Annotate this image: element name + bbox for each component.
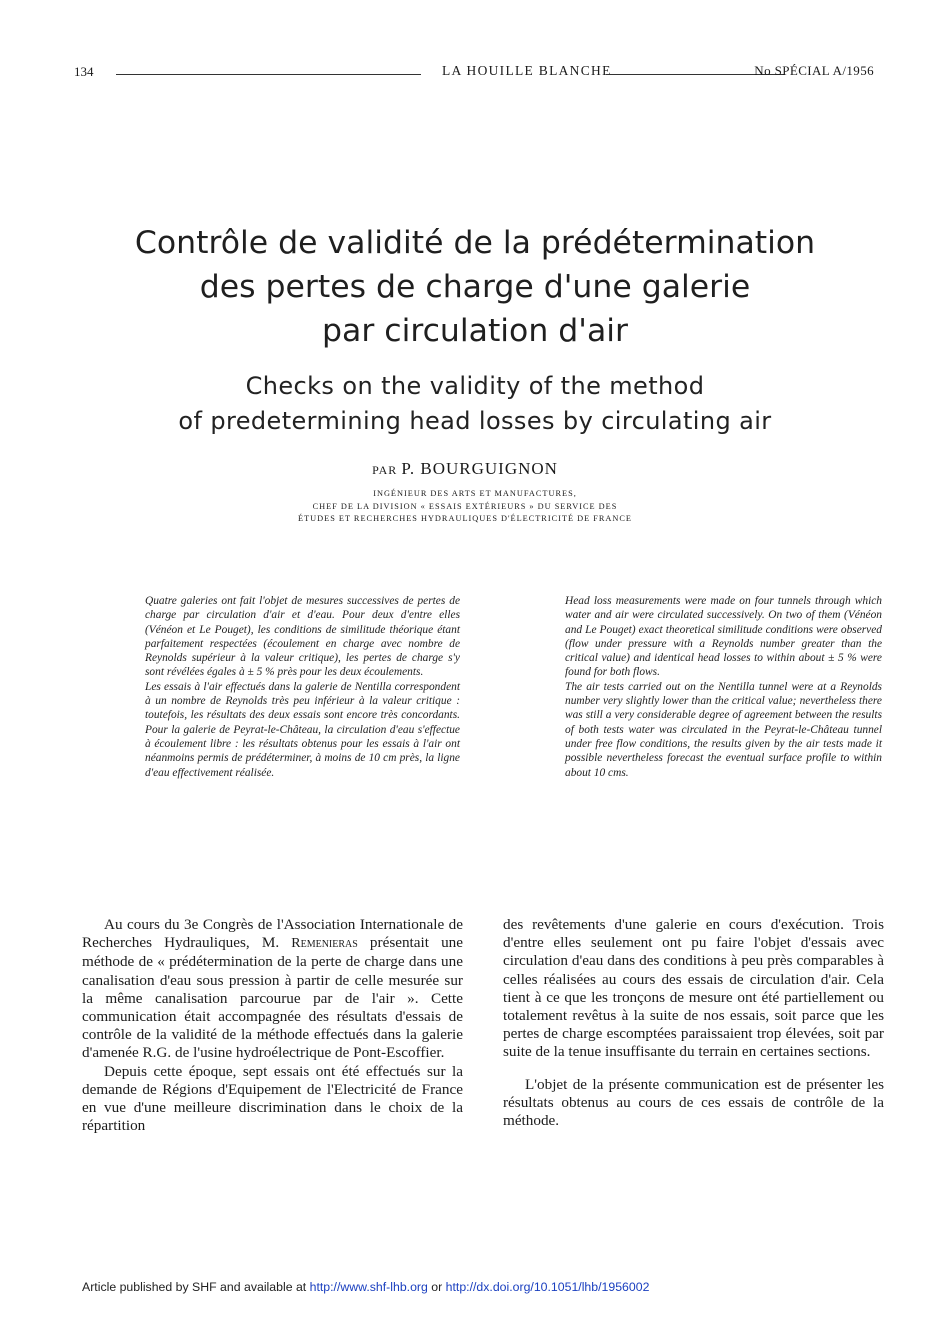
author-reference: Remenieras <box>291 936 358 952</box>
body-column-right <box>503 916 884 1130</box>
body-paragraph <box>82 916 463 1063</box>
body-paragraph: des revêtements d'une galerie en cours d'exécution. Trois d'entre elles seulement ont pu faire l'objet d'essais avec circulation d'eau dans des conditions à peu près comparables à celles réalisées au cours des essais de circulation d'air. Cela tient à ce que les tronçons de mesure ont été partiellement ou totalement revêtus à la suite de nos essais, soit parce que les pertes de charge escomptées paraissaient trop élevées, soit par suite de la tenue insuffisante du terrain en certaines sections. <box>503 916 884 1061</box>
abstract-paragraph: Quatre galeries ont fait l'objet de mesures successives de pertes de charge par circulation d'air et d'eau. Pour deux d'entre elles (Vénéon et Le Pouget), les conditions de similitude théorique étant parfaitement respectées (écoulement en charge avec nombre de Reynolds supérieur à la valeur critique), les pertes de charge s'y sont révélées égales à ± 5 % près pour les deux écoulements. <box>145 595 460 679</box>
author-affiliation <box>0 488 930 526</box>
title-line: par circulation d'air <box>322 313 628 349</box>
byline-par: PAR <box>372 463 398 477</box>
title-line: Contrôle de validité de la prédétermination <box>134 225 816 261</box>
subtitle-line: Checks on the validity of the method <box>245 372 705 400</box>
affiliation-line: INGÉNIEUR DES ARTS ET MANUFACTURES, <box>373 489 577 498</box>
body-text: Au cours du 3e Congrès de l'Association Internationale de Recherches Hydrauliques, M. <box>82 916 463 952</box>
footer-text: or <box>427 1280 446 1294</box>
page-number: 134 <box>74 64 94 79</box>
abstract-french <box>145 594 460 780</box>
header-rule-left <box>116 74 421 75</box>
running-header <box>74 64 874 84</box>
affiliation-line: CHEF DE LA DIVISION « ESSAIS EXTÉRIEURS » DU SERVICE DES <box>312 501 618 511</box>
doi-link[interactable]: http://dx.doi.org/10.1051/lhb/1956002 <box>445 1280 650 1294</box>
shf-link[interactable]: http://www.shf-lhb.org <box>309 1280 428 1294</box>
footer-text: Article published by SHF and available at <box>82 1280 310 1294</box>
abstract-paragraph: The air tests carried out on the Nentilla tunnel were at a Reynolds number very slightly lower than the critical value; nevertheless there was still a very considerable degree of agreement between the results of both tests water was circulated in the Peyrat-le-Château tunnel under free flow conditions, the results given by the air tests made it possible nevertheless forecast the eventual surface profile to within about 10 cms. <box>565 680 882 779</box>
body-column-left <box>82 916 463 1135</box>
affiliation-line: ÉTUDES ET RECHERCHES HYDRAULIQUES D'ÉLECTRICITÉ DE FRANCE <box>298 514 632 523</box>
issue-label: No SPÉCIAL A/1956 <box>754 63 874 78</box>
body-paragraph: L'objet de la présente communication est de présenter les résultats obtenus au cours de ces essais de contrôle de la méthode. <box>503 1075 884 1130</box>
byline <box>0 459 930 479</box>
body-paragraph: Depuis cette époque, sept essais ont été effectués sur la demande de Régions d'Equipement de l'Electricité de France en vue d'une meilleure discrimination dans le choix de la répartition <box>82 1062 463 1135</box>
abstract-paragraph: Les essais à l'air effectués dans la galerie de Nentilla correspondent à un nombre de Reynolds très peu inférieur à la valeur critique : toutefois, les résultats des deux essais sont encore très concordants. Pour la galerie de Peyrat-le-Château, la circulation d'eau s'effectue à écoulement libre : les résultats obtenus pour les essais à l'air ont néanmoins permis de prédéterminer, à moins de 10 cm près, la ligne d'eau effectivement réalisée. <box>145 680 460 779</box>
body-text: présentait une méthode de « prédétermination de la perte de charge dans une canalisation d'eau sous pression à partir de celle mesurée sur la même canalisation parcourue par de l'air ». Cette communication était accompagnée des résultats d'essais de contrôle de la validité de la méthode effectués dans la galerie d'amenée R.G. de l'usine hydroélectrique de Pont-Escoffier. <box>82 934 463 1062</box>
author-name: P. BOURGUIGNON <box>401 459 558 478</box>
journal-name: LA HOUILLE BLANCHE <box>442 63 612 78</box>
title-english <box>40 369 910 439</box>
publication-footer <box>82 1280 882 1294</box>
title-line: des pertes de charge d'une galerie <box>199 269 751 305</box>
title-french <box>40 221 910 353</box>
abstract-english <box>565 594 882 780</box>
abstract-paragraph: Head loss measurements were made on four tunnels through which water and air were circulated successively. On two of them (Vénéon and Le Pouget) exact theoretical similitude conditions were observed (flow under pressure with a Reynolds number greater than the critical value) and identical head losses to within about ± 5 % were found for both flows. <box>565 595 882 679</box>
subtitle-line: of predetermining head losses by circulating air <box>178 407 772 435</box>
